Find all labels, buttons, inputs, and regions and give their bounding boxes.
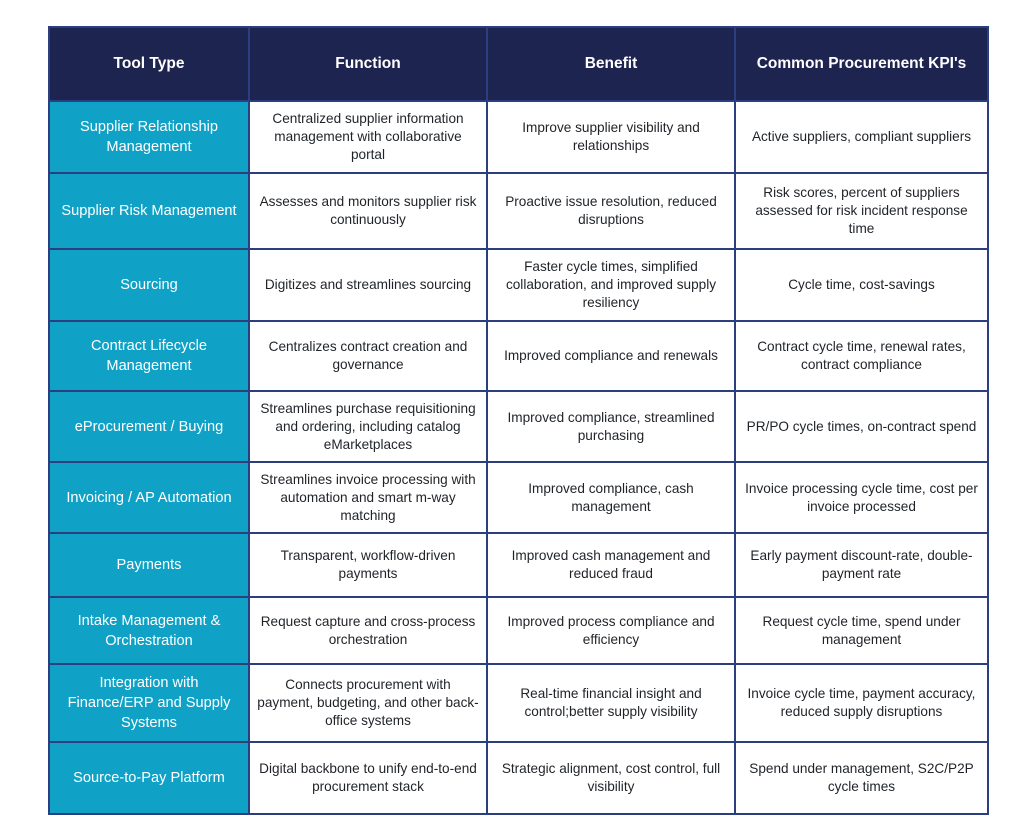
benefit-cell: Improved compliance, streamlined purchasing <box>487 391 735 462</box>
benefit-cell: Improved compliance and renewals <box>487 321 735 391</box>
header-kpis: Common Procurement KPI's <box>735 27 988 101</box>
kpi-cell: Cycle time, cost-savings <box>735 249 988 321</box>
table-row <box>49 101 988 173</box>
tool-type-cell: eProcurement / Buying <box>49 391 249 462</box>
header-function: Function <box>249 27 487 101</box>
table-row <box>49 742 988 814</box>
table-body <box>49 101 988 814</box>
tool-type-cell: Supplier Relationship Management <box>49 101 249 173</box>
kpi-cell: Contract cycle time, renewal rates, contract compliance <box>735 321 988 391</box>
kpi-cell: Active suppliers, compliant suppliers <box>735 101 988 173</box>
function-cell: Assesses and monitors supplier risk continuously <box>249 173 487 249</box>
kpi-cell: Early payment discount-rate, double-payment rate <box>735 533 988 597</box>
tool-type-cell: Supplier Risk Management <box>49 173 249 249</box>
kpi-cell: Invoice cycle time, payment accuracy, reduced supply disruptions <box>735 664 988 742</box>
table-row <box>49 597 988 664</box>
table-row <box>49 533 988 597</box>
benefit-cell: Improve supplier visibility and relationships <box>487 101 735 173</box>
procurement-tools-table <box>48 26 989 815</box>
function-cell: Transparent, workflow-driven payments <box>249 533 487 597</box>
function-cell: Digital backbone to unify end-to-end procurement stack <box>249 742 487 814</box>
table-row <box>49 173 988 249</box>
kpi-cell: Request cycle time, spend under management <box>735 597 988 664</box>
table-row <box>49 321 988 391</box>
tool-type-cell: Invoicing / AP Automation <box>49 462 249 533</box>
benefit-cell: Improved compliance, cash management <box>487 462 735 533</box>
header-row <box>49 27 988 101</box>
tool-type-cell: Intake Management & Orchestration <box>49 597 249 664</box>
function-cell: Centralized supplier information management with collaborative portal <box>249 101 487 173</box>
tool-type-cell: Sourcing <box>49 249 249 321</box>
kpi-cell: Risk scores, percent of suppliers assessed for risk incident response time <box>735 173 988 249</box>
benefit-cell: Improved process compliance and efficiency <box>487 597 735 664</box>
function-cell: Centralizes contract creation and governance <box>249 321 487 391</box>
kpi-cell: PR/PO cycle times, on-contract spend <box>735 391 988 462</box>
header-benefit: Benefit <box>487 27 735 101</box>
table-row <box>49 462 988 533</box>
function-cell: Connects procurement with payment, budgeting, and other back-office systems <box>249 664 487 742</box>
table-row <box>49 249 988 321</box>
procurement-tools-table-container <box>48 26 987 815</box>
function-cell: Digitizes and streamlines sourcing <box>249 249 487 321</box>
kpi-cell: Spend under management, S2C/P2P cycle times <box>735 742 988 814</box>
table-header <box>49 27 988 101</box>
benefit-cell: Real-time financial insight and control;better supply visibility <box>487 664 735 742</box>
benefit-cell: Faster cycle times, simplified collaboration, and improved supply resiliency <box>487 249 735 321</box>
tool-type-cell: Source-to-Pay Platform <box>49 742 249 814</box>
header-tool-type: Tool Type <box>49 27 249 101</box>
kpi-cell: Invoice processing cycle time, cost per invoice processed <box>735 462 988 533</box>
function-cell: Request capture and cross-process orchestration <box>249 597 487 664</box>
function-cell: Streamlines invoice processing with automation and smart m-way matching <box>249 462 487 533</box>
function-cell: Streamlines purchase requisitioning and ordering, including catalog eMarketplaces <box>249 391 487 462</box>
benefit-cell: Proactive issue resolution, reduced disruptions <box>487 173 735 249</box>
tool-type-cell: Integration with Finance/ERP and Supply Systems <box>49 664 249 742</box>
tool-type-cell: Payments <box>49 533 249 597</box>
table-row <box>49 664 988 742</box>
benefit-cell: Strategic alignment, cost control, full visibility <box>487 742 735 814</box>
tool-type-cell: Contract Lifecycle Management <box>49 321 249 391</box>
benefit-cell: Improved cash management and reduced fraud <box>487 533 735 597</box>
table-row <box>49 391 988 462</box>
